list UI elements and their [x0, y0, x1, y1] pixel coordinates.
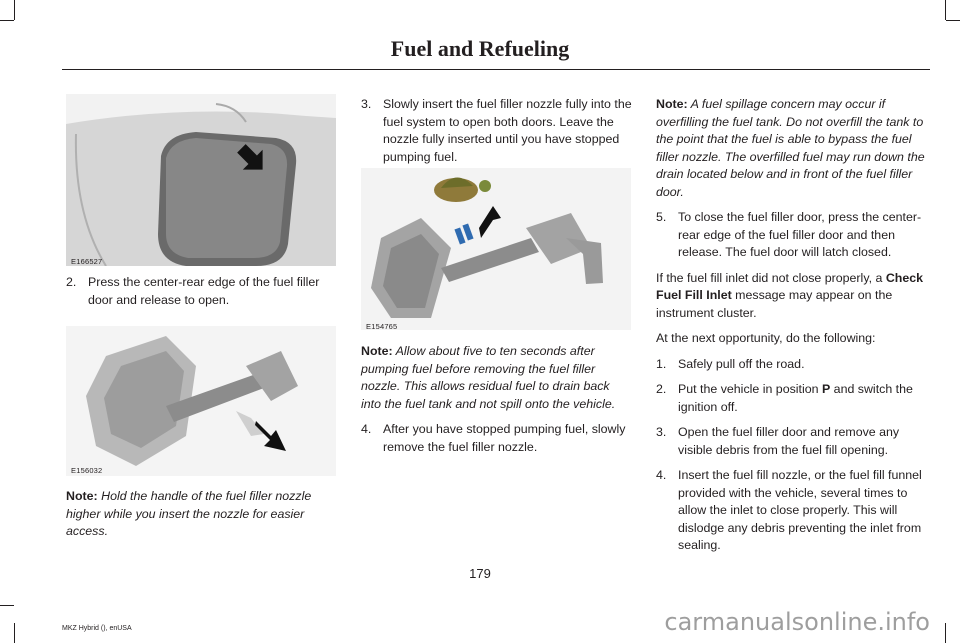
list-item — [656, 424, 930, 459]
step-text: Slowly insert the fuel filler nozzle fully into the fuel system to open both doors. Leave the nozzle fully inserted until you have stopped pumping fuel. — [383, 97, 632, 164]
crop-mark — [0, 605, 14, 606]
crop-mark — [14, 0, 15, 20]
figure-label: E156032 — [71, 466, 103, 475]
step-4 — [361, 421, 633, 456]
document-id: MKZ Hybrid (), enUSA — [62, 625, 132, 632]
list-text: Insert the fuel fill nozzle, or the fuel fill funnel provided with the vehicle, several times to allow the inlet to close properly. This will dislodge any debris preventing the inlet from sealing. — [678, 468, 922, 552]
note-label: Note: — [361, 344, 393, 358]
list-item — [656, 381, 930, 416]
watermark: carmanualsonline.info — [664, 608, 930, 636]
list-number: 4. — [656, 468, 667, 482]
list-item — [656, 467, 930, 555]
crop-mark — [946, 20, 960, 21]
step-5 — [656, 209, 930, 262]
fuel-door-illustration — [66, 94, 336, 266]
step-text: After you have stopped pumping fuel, slowly remove the fuel filler nozzle. — [383, 422, 626, 454]
list-text: Open the fuel filler door and remove any visible debris from the fuel fill opening. — [678, 425, 900, 457]
column-3 — [656, 96, 930, 563]
step-number: 4. — [361, 422, 372, 436]
note-label: Note: — [66, 489, 98, 503]
page-title: Fuel and Refueling — [390, 36, 570, 61]
crop-mark — [14, 623, 15, 643]
column-2-body — [361, 343, 633, 464]
crop-mark — [945, 623, 946, 643]
paragraph-text: If the fuel fill inlet did not close properly, a — [656, 270, 886, 285]
note-text: Hold the handle of the fuel filler nozzle higher while you insert the nozzle for easier access. — [66, 489, 312, 538]
step-number: 2. — [66, 275, 77, 289]
next-opportunity-paragraph: At the next opportunity, do the following: — [656, 331, 876, 345]
list-number: 2. — [656, 382, 667, 396]
page-number: 179 — [469, 566, 491, 581]
fuel-nozzle-illustration — [66, 326, 336, 476]
figure-label: E154765 — [366, 322, 398, 331]
list-text: and switch the ignition off. — [678, 382, 913, 414]
note-text: Allow about five to ten seconds after pumping fuel before removing the fuel filler nozzle. This allows residual fuel to drain back into the fuel tank and not spill onto the vehicle. — [361, 344, 616, 411]
list-text: Put the vehicle in position — [678, 382, 822, 396]
paragraph-text: message may appear on the instrument cluster. — [656, 288, 893, 320]
step-text: Press the center-rear edge of the fuel filler door and release to open. — [88, 275, 320, 307]
note — [656, 96, 930, 201]
step-text: To close the fuel filler door, press the center-rear edge of the fuel filler door and then release. The fuel door will latch closed. — [678, 210, 922, 259]
note — [361, 343, 633, 413]
column-2 — [361, 96, 633, 174]
crop-mark — [0, 20, 14, 21]
slow-insert-drawing — [361, 168, 631, 330]
list-item — [656, 356, 930, 374]
fuel-door-drawing — [66, 94, 336, 266]
crop-mark — [945, 0, 946, 20]
figure-label: E166527 — [71, 257, 103, 266]
list-number: 3. — [656, 425, 667, 439]
note-label: Note: — [656, 97, 688, 111]
list-number: 1. — [656, 356, 667, 371]
step-2 — [66, 274, 338, 309]
column-1-note — [66, 488, 338, 549]
note — [66, 488, 338, 541]
message-name: Check Fuel Fill Inlet — [656, 270, 924, 302]
step-number: 3. — [361, 97, 372, 111]
column-1 — [66, 274, 338, 317]
step-number: 5. — [656, 210, 667, 224]
note-text: A fuel spillage concern may occur if overfilling the fuel tank. Do not overfill the tank to the point that the fuel is able to bypass the fuel filler nozzle. The overfilled fuel may run down the drain located below and in front of the fuel filler door. — [656, 97, 925, 199]
fuel-nozzle-drawing — [66, 326, 336, 476]
gear-position: P — [821, 382, 831, 396]
header-rule — [62, 69, 930, 70]
fill-inlet-paragraph — [656, 270, 930, 323]
step-3 — [361, 96, 633, 166]
slow-insert-illustration — [361, 168, 631, 330]
list-text: Safely pull off the road. — [678, 356, 805, 371]
